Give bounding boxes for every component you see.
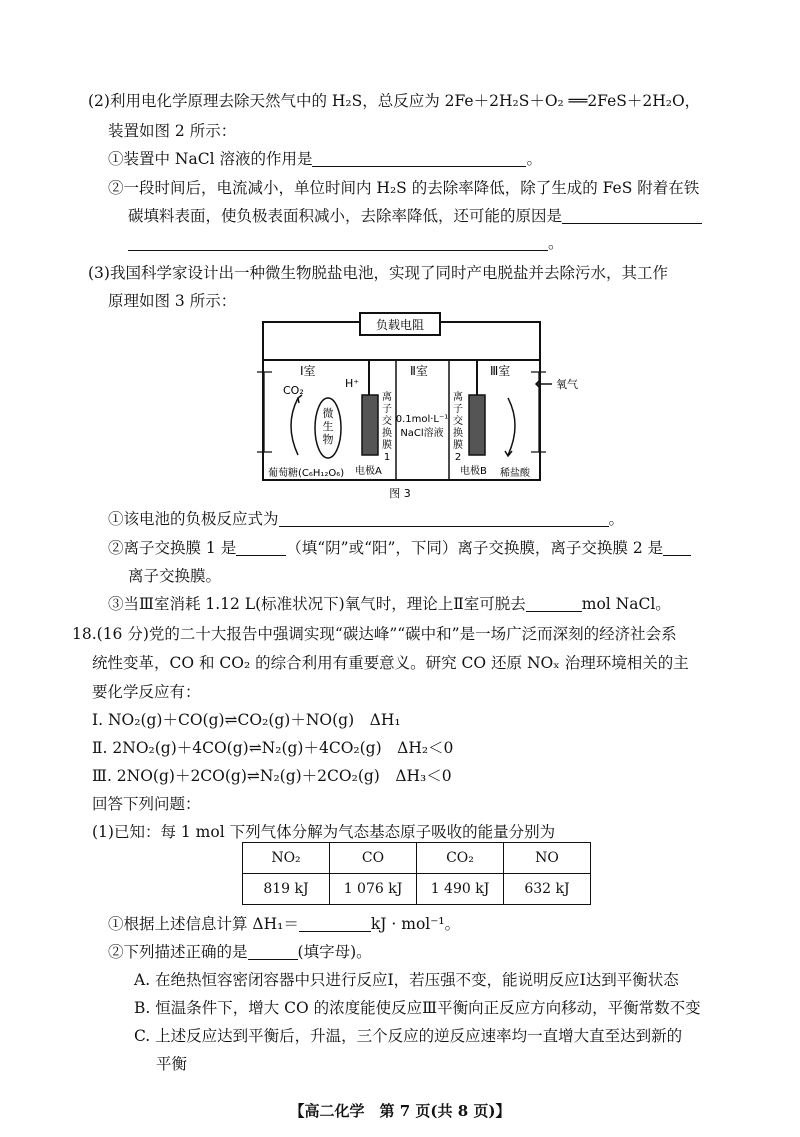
oxygen-label: 氧气 xyxy=(556,378,578,391)
q17-p3-q3: ③当Ⅲ室消耗 1.12 L(标准状况下)氧气时，理论上Ⅱ室可脱去 mol NaCl。 xyxy=(108,595,671,613)
membrane-1-char: 膜 xyxy=(382,440,392,451)
microbe-char: 物 xyxy=(322,433,334,446)
q17-p3-q2: ②离子交换膜 1 是 （填“阴”或“阳”，下同）离子交换膜，离子交换膜 2 是 xyxy=(108,537,691,559)
table-cell: 1 490 kJ xyxy=(417,874,504,905)
table-cell: 632 kJ xyxy=(504,874,591,905)
table-header-cell: CO xyxy=(330,843,417,874)
nacl-concentration: 0.1mol·L⁻¹ xyxy=(395,414,449,425)
q17-p3-line2: 原理如图 3 所示： xyxy=(108,292,237,310)
glucose-label: 葡萄糖(C₆H₁₂O₆) xyxy=(268,468,345,479)
q18-p1-q2: ②下列描述正确的是 (填字母)。 xyxy=(108,943,372,961)
answer-prompt: 回答下列问题： xyxy=(92,795,201,813)
room-1-label: Ⅰ室 xyxy=(300,364,316,378)
option-c-cont: 平衡 xyxy=(156,1055,188,1073)
load-label: 负载电阻 xyxy=(375,318,425,332)
membrane-2-char: 换 xyxy=(453,428,463,439)
answer-blank[interactable] xyxy=(663,539,691,556)
table-cell: 819 kJ xyxy=(243,874,330,905)
q17-p2-q1: ①装置中 NaCl 溶液的作用是 。 xyxy=(108,150,542,168)
answer-blank[interactable] xyxy=(248,943,298,960)
figure-3-diagram xyxy=(0,0,800,510)
membrane-1-char: 子 xyxy=(382,404,392,415)
q18-intro-line3: 要化学反应有： xyxy=(92,683,201,701)
membrane-1-char: 1 xyxy=(383,452,391,463)
room-3-label: Ⅲ室 xyxy=(490,364,511,378)
q18-intro-line1: 18.(16 分)党的二十大报告中强调实现“碳达峰”“碳中和”是一场广泛而深刻的经济社会系 xyxy=(72,625,677,643)
answer-blank[interactable] xyxy=(279,510,609,527)
membrane-2-char: 膜 xyxy=(453,440,463,451)
q17-p3-line1: (3)我国科学家设计出一种微生物脱盐电池，实现了同时产电脱盐并去除污水，其工作 xyxy=(88,264,668,282)
co2-label: CO₂ xyxy=(283,384,304,397)
membrane-2-char: 交 xyxy=(453,416,463,427)
membrane-1-char: 离 xyxy=(382,392,392,403)
q17-p3-q2-cont: 离子交换膜。 xyxy=(128,567,222,585)
table-row xyxy=(243,874,591,905)
figure-caption: 图 3 xyxy=(389,487,411,500)
electrode-a xyxy=(362,395,378,455)
microbe-char: 生 xyxy=(322,420,334,433)
page-footer: 【高二化学 第 7 页(共 8 页)】 xyxy=(289,1102,511,1120)
oxygen-arrow xyxy=(536,380,552,388)
q17-p2-q2-line2: 碳填料表面，使负极表面积减小，去除率降低，还可能的原因是 xyxy=(128,205,702,227)
nacl-solution-label: NaCl溶液 xyxy=(400,428,444,439)
answer-blank[interactable] xyxy=(526,595,582,612)
membrane-2-char: 离 xyxy=(453,392,463,403)
reaction-2: Ⅱ. 2NO₂(g)＋4CO(g)⇌N₂(g)＋4CO₂(g) ΔH₂＜0 xyxy=(92,739,454,757)
option-c[interactable]: C. 上述反应达到平衡后，升温，三个反应的逆反应速率均一直增大直至达到新的 xyxy=(134,1027,683,1045)
membrane-2-char: 2 xyxy=(454,452,462,463)
option-b[interactable]: B. 恒温条件下，增大 CO 的浓度能使反应Ⅲ平衡向正反应方向移动，平衡常数不变 xyxy=(134,999,701,1017)
q17-p2-line1: (2)利用电化学原理去除天然气中的 H₂S，总反应为 2Fe＋2H₂S＋O₂ ══2FeS＋2H₂O， xyxy=(88,92,701,110)
electrode-b xyxy=(469,395,485,455)
q17-p3-q1: ①该电池的负极反应式为 。 xyxy=(108,510,625,528)
q18-p1-q1: ①根据上述信息计算 ΔH₁＝ kJ · mol⁻¹。 xyxy=(108,915,461,933)
h-plus-label: H⁺ xyxy=(345,377,360,390)
bond-energy-table xyxy=(242,842,591,905)
membrane-1-char: 换 xyxy=(382,428,392,439)
room-2-label: Ⅱ室 xyxy=(410,364,428,378)
membrane-2-char: 子 xyxy=(453,404,463,415)
q18-intro-line2: 统性变革，CO 和 CO₂ 的综合利用有重要意义。研究 CO 还原 NOₓ 治理环境相关的主 xyxy=(92,654,689,672)
q17-p2-line2: 装置如图 2 所示： xyxy=(108,122,237,140)
option-a[interactable]: A. 在绝热恒容密闭容器中只进行反应Ⅰ，若压强不变，能说明反应Ⅰ达到平衡状态 xyxy=(134,971,679,989)
q17-p2-q2-line1: ②一段时间后，电流减小，单位时间内 H₂S 的去除率降低，除了生成的 FeS 附着在铁 xyxy=(108,179,700,197)
q18-p1-line: (1)已知：每 1 mol 下列气体分解为气态基态原子吸收的能量分别为 xyxy=(92,823,556,841)
answer-blank[interactable] xyxy=(299,915,371,932)
table-header-cell: NO₂ xyxy=(243,843,330,874)
answer-blank[interactable] xyxy=(236,539,286,556)
membrane-1-char: 交 xyxy=(382,416,392,427)
electrode-a-label: 电极A xyxy=(355,466,382,477)
table-header-cell: CO₂ xyxy=(417,843,504,874)
electrode-b-label: 电极B xyxy=(460,466,487,477)
table-header-cell: NO xyxy=(504,843,591,874)
dilute-hcl-label: 稀盐酸 xyxy=(500,468,530,479)
reaction-1: Ⅰ. NO₂(g)＋CO(g)⇌CO₂(g)＋NO(g) ΔH₁ xyxy=(92,711,401,729)
table-cell: 1 076 kJ xyxy=(330,874,417,905)
q17-p2-q2-line3: 。 xyxy=(128,232,564,254)
reaction-3: Ⅲ. 2NO(g)＋2CO(g)⇌N₂(g)＋2CO₂(g) ΔH₃＜0 xyxy=(92,767,452,785)
table-header-row xyxy=(243,843,591,874)
microbe-char: 微 xyxy=(322,407,334,420)
